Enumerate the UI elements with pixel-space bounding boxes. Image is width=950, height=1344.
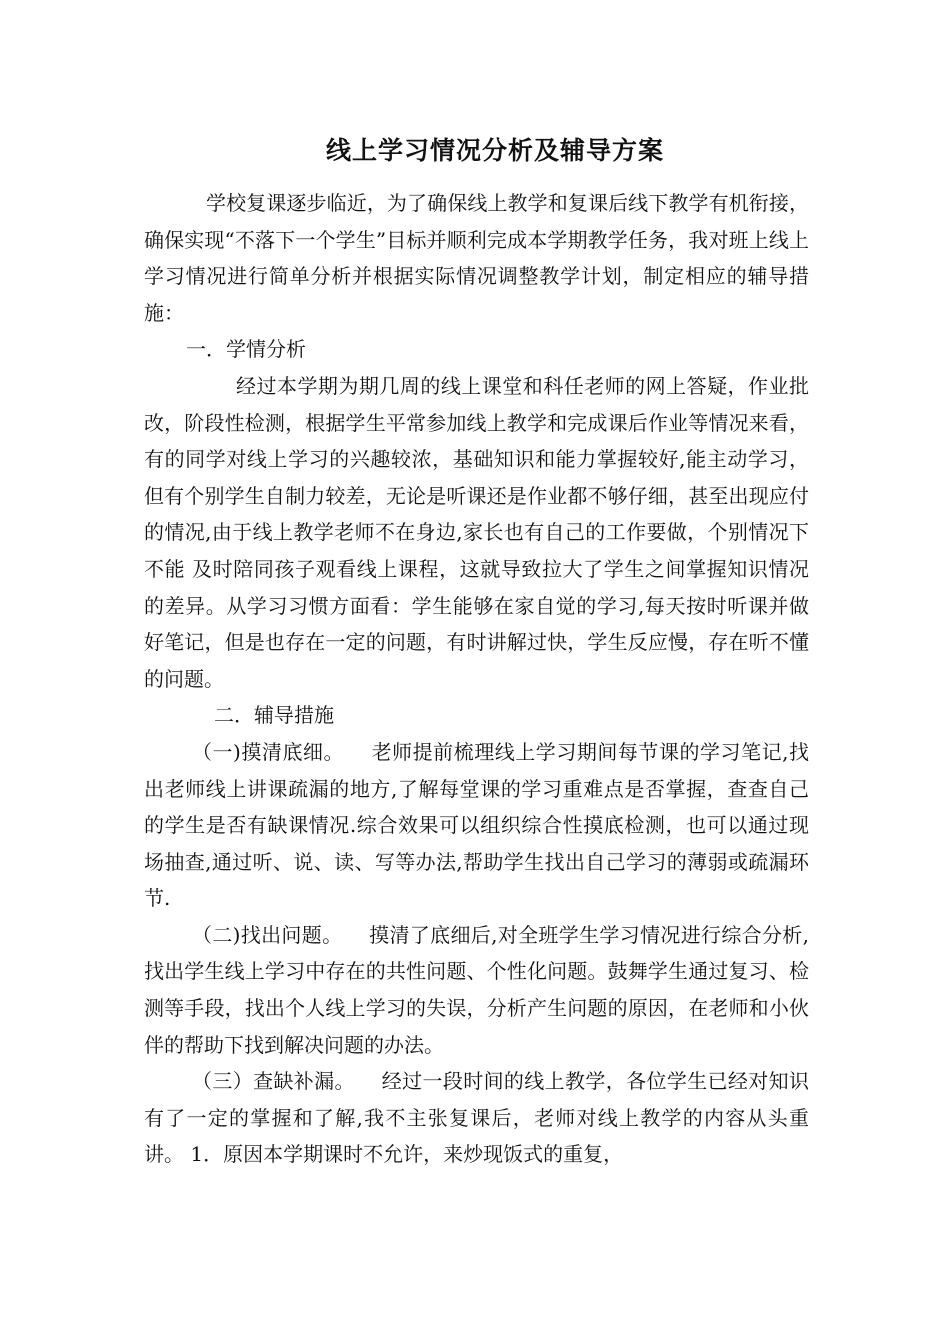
measure-item-text: 老师提前梳理线上学习期间每节课的学习笔记,找出老师线上讲课疏漏的地方,了解每堂课的学习重难点是否掌握，查查自己的学生是否有缺课情况.综合效果可以组织综合性摸底检测，也可以通过现场抽查,通过听、说、读、写等办法,帮助学生找出自己学习的薄弱或疏漏环节. [144,739,810,911]
section-heading-measures: 二．辅导措施 [214,703,334,728]
measure-item-label: （二)找出问题。 [192,922,343,947]
measure-item-1 [144,734,809,917]
measure-item-2 [144,917,809,1063]
measure-item-label: （三）查缺补漏。 [192,1069,355,1094]
document-body [144,185,809,1173]
measure-item-label: （一)摸清底细。 [192,739,345,764]
intro-paragraph: 学校复课逐步临近，为了确保线上教学和复课后线下教学有机衔接，确保实现“不落下一个学生”目标并顺利完成本学期教学任务，我对班上线上学习情况进行简单分析并根据实际情况调整教学计划，制定相应的辅导措施： [144,191,809,325]
measure-item-3 [144,1063,809,1173]
analysis-paragraph: 经过本学期为期几周的线上课堂和科任老师的网上答疑，作业批改，阶段性检测，根据学生平常参加线上教学和完成课后作业等情况来看，有的同学对线上学习的兴趣较浓，基础知识和能力掌握较好,能主动学习，但有个别学生自制力较差，无论是听课还是作业都不够仔细，甚至出现应付的情况,由于线上教学老师不在身边,家长也有自己的工作要做，个别情况下不能 及时陪同孩子观看线上课程，这就导致拉大了学生之间掌握知识情况的差异。从学习习惯方面看：学生能够在家自觉的学习,每天按时听课并做好笔记，但是也存在一定的问题，有时讲解过快，学生反应慢，存在听不懂的问题。 [144,373,809,691]
measure-item-text: 摸清了底细后,对全班学生学习情况进行综合分析,找出学生线上学习中存在的共性问题、个性化问题。鼓舞学生通过复习、检测等手段，找出个人线上学习的失误，分析产生问题的原因，在老师和小伙伴的帮助下找到解决问题的办法。 [144,922,809,1057]
section-heading-analysis: 一．学情分析 [186,337,306,362]
document-title: 线上学习情况分析及辅导方案 [325,136,664,165]
measure-item-text: 经过一段时间的线上教学，各位学生已经对知识有了一定的掌握和了解,我不主张复课后，老师对线上教学的内容从头重讲。 1．原因本学期课时不允许，来炒现饭式的重复， [144,1069,809,1167]
